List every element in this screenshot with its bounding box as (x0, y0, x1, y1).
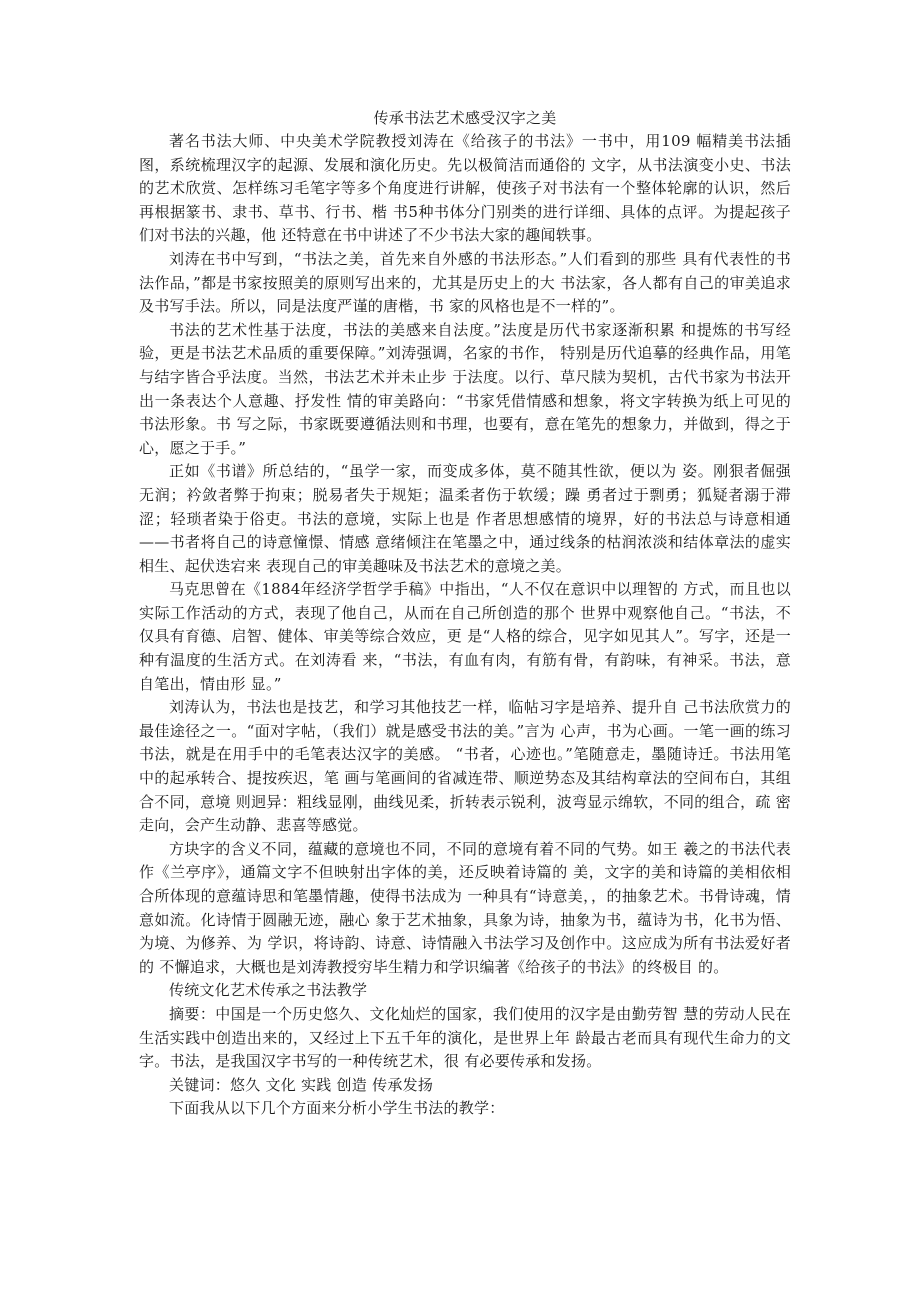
paragraph-beauty: 刘涛在书中写到，“书法之美，首先来自外感的书法形态。”人们看到的那些 具有代表性的书法作品，”都是书家按照美的原则写出来的，尤其是历史上的大 书法家，各人都有自己的审美追求及书写手法。所以，同是法度严谨的唐楷，书 家的风格也是不一样的”。 (139, 249, 791, 316)
keywords-line: 关键词：悠久 文化 实践 创造 传承发扬 (169, 1075, 434, 1094)
paragraph-practice: 刘涛认为，书法也是技艺，和学习其他技艺一样，临帖习字是培养、提升自 己书法欣赏力的最佳途径之一。“面对字帖，（我们）就是感受书法的美。”言为 心声，书为心画。一笔一画的练习书法，就是在用手中的毛笔表达汉字的美感。 “书者，心迹也。”笔随意走，墨随诗迁。书法用笔中的起承转合、提按疾迟，笔 画与笔画间的省减连带、顺逆势态及其结构章法的空间布白，其组合不同，意境 则迥异：粗线显刚，曲线见柔，折转表示锐利，波弯显示绵软，不同的组合，疏 密走向，会产生动静、悲喜等感觉。 (139, 698, 791, 835)
intro-line: 下面我从以下几个方面来分析小学生书法的教学： (169, 1099, 505, 1118)
paragraph-intro: 著名书法大师、中央美术学院教授刘涛在《给孩子的书法》一书中，用109 幅精美书法插图，系统梳理汉字的起源、发展和演化历史。先以极简洁而通俗的 文字，从书法演变小史、书法的艺术欣赏、怎样练习毛笔字等多个角度进行讲解，使孩子对书法有一个整体轮廓的认识，然后再根据篆书、隶书、草书、行书、楷 书5种书体分门别类的进行详细、具体的点评。为提起孩子们对书法的兴趣，他 还特意在书中讲述了不少书法大家的趣闻轶事。 (139, 132, 791, 245)
document-title: 传承书法艺术感受汉字之美 (373, 109, 557, 127)
document-body (139, 107, 791, 1121)
paragraph-lanting: 方块字的含义不同，蕴藏的意境也不同，不同的意境有着不同的气势。如王 羲之的书法代表作《兰亭序》，通篇文字不但映射出字体的美，还反映着诗篇的 美，文字的美和诗篇的美相依相合所体现的意蕴诗思和笔墨情趣，使得书法成为 一种具有“诗意美，，的抽象艺术。书骨诗魂，情意如流。化诗情于圆融无迹，融心 象于艺术抽象，具象为诗，抽象为书，蕴诗为书，化书为悟、为境、为修养、为 学识，将诗韵、诗意、诗情融入书法学习及创作中。这应成为所有书法爱好者的 不懈追求，大概也是刘涛教授穷毕生精力和学识编著《给孩子的书法》的终极目 的。 (139, 839, 791, 976)
paragraph-marx: 马克思曾在《1884年经济学哲学手稿》中指出，“人不仅在意识中以理智的 方式，而且也以实际工作活动的方式，表现了他自己，从而在自己所创造的那个 世界中观察他自己。“书法，不仅具有育德、启智、健体、审美等综合效应，更 是“人格的综合，见字如见其人”。写字，还是一种有温度的生活方式。在刘涛看 来，“书法，有血有肉，有筋有骨，有韵味，有神采。书法，意自笔出，情由形 显。” (139, 580, 791, 693)
section-heading: 传统文化艺术传承之书法教学 (169, 981, 368, 1000)
abstract-paragraph: 摘要：中国是一个历史悠久、文化灿烂的国家，我们使用的汉字是由勤劳智 慧的劳动人民在生活实践中创造出来的，又经过上下五千年的演化，是世界上年 龄最古老而具有现代生命力的文字。书法，是我国汉字书写的一种传统艺术，很 有必要传承和发扬。 (139, 1004, 791, 1071)
paragraph-rules: 书法的艺术性基于法度，书法的美感来自法度。”法度是历代书家逐渐积累 和提炼的书写经验，更是书法艺术品质的重要保障。”刘涛强调，名家的书作， 特别是历代追摹的经典作品，用笔与结字皆合乎法度。当然，书法艺术并未止步 于法度。以行、草尺牍为契机，古代书家为书法开出一条表达个人意趣、抒发性 情的审美路向：“书家凭借情感和想象，将文字转换为纸上可见的书法形象。书 写之际，书家既要遵循法则和书理，也要有，意在笔先的想象力，并做到，得之于 心，愿之于手。” (139, 320, 791, 457)
paragraph-shupu: 正如《书谱》所总结的，“虽学一家，而变成多体，莫不随其性欲，便以为 姿。刚狠者倔强无润；衿敛者弊于拘束；脱易者失于规矩；温柔者伤于软缓；躁 勇者过于剽勇；狐疑者溺于滞涩；轻琐者染于俗吏。书法的意境，实际上也是 作者思想感情的境界，好的书法总与诗意相通——书者将自己的诗意憧憬、情感 意绪倾注在笔墨之中，通过线条的枯润浓淡和结体章法的虚实相生、起伏迭宕来 表现自己的审美趣味及书法艺术的意境之美。 (139, 462, 791, 575)
